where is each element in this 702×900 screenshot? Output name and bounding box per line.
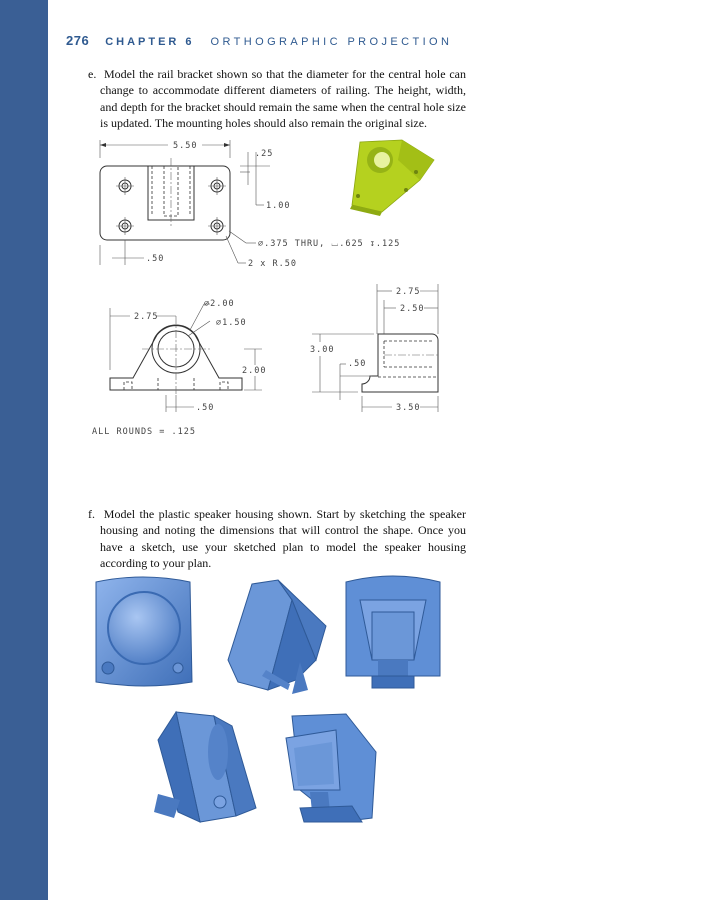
dim-top-depth: 2.50 [400, 304, 425, 314]
speaker-back-render [346, 576, 440, 688]
dim-radius: 2 x R.50 [248, 259, 297, 269]
dim-slot-length: 1.00 [266, 201, 291, 211]
dim-center-offset: 2.75 [134, 312, 159, 322]
exercise-f-text: f. Model the plastic speaker housing shown. Start by sketching the speaker housing and noting the dimensions that will control the shape. Once you have a sketch, use your sketched plan to model the speaker housing according to your plan. [88, 507, 466, 570]
dim-slot-depth: .25 [255, 149, 274, 159]
drawing-note: ALL ROUNDS = .125 [92, 427, 196, 437]
dim-base-thickness: .50 [348, 359, 367, 369]
page-number: 276 [66, 33, 90, 48]
speaker-angled-render [228, 580, 326, 694]
front-view-drawing [110, 299, 266, 413]
dim-hole-offset: .50 [146, 254, 165, 264]
dim-height: 3.00 [310, 345, 335, 355]
dim-base-offset: .50 [196, 403, 215, 413]
speaker-perspective-back-render [286, 714, 376, 822]
bracket-3d-model [350, 140, 434, 216]
side-view-drawing [310, 284, 438, 413]
exercise-e-text: e. Model the rail bracket shown so that the diameter for the central hole can change to accommodate different diameters of railing. The height, width, and depth for the bracket should remain the same when the central hole size is updated. The mounting holes should also remain the original size. [88, 67, 466, 130]
chapter-title: ORTHOGRAPHIC PROJECTION [210, 36, 453, 48]
dim-inner-diameter: ⌀1.50 [216, 318, 247, 328]
dim-overall-depth: 2.75 [396, 287, 421, 297]
speaker-perspective-left-render [154, 712, 256, 822]
dim-base-depth: 3.50 [396, 403, 421, 413]
dim-hole-note: ⌀.375 THRU, ⌴.625 ↧.125 [258, 239, 401, 249]
dim-outer-diameter: ⌀2.00 [204, 299, 235, 309]
chapter-label: CHAPTER 6 [105, 36, 195, 48]
dim-center-height: 2.00 [242, 366, 267, 376]
dim-width: 5.50 [173, 141, 198, 151]
speaker-front-render [96, 577, 192, 686]
